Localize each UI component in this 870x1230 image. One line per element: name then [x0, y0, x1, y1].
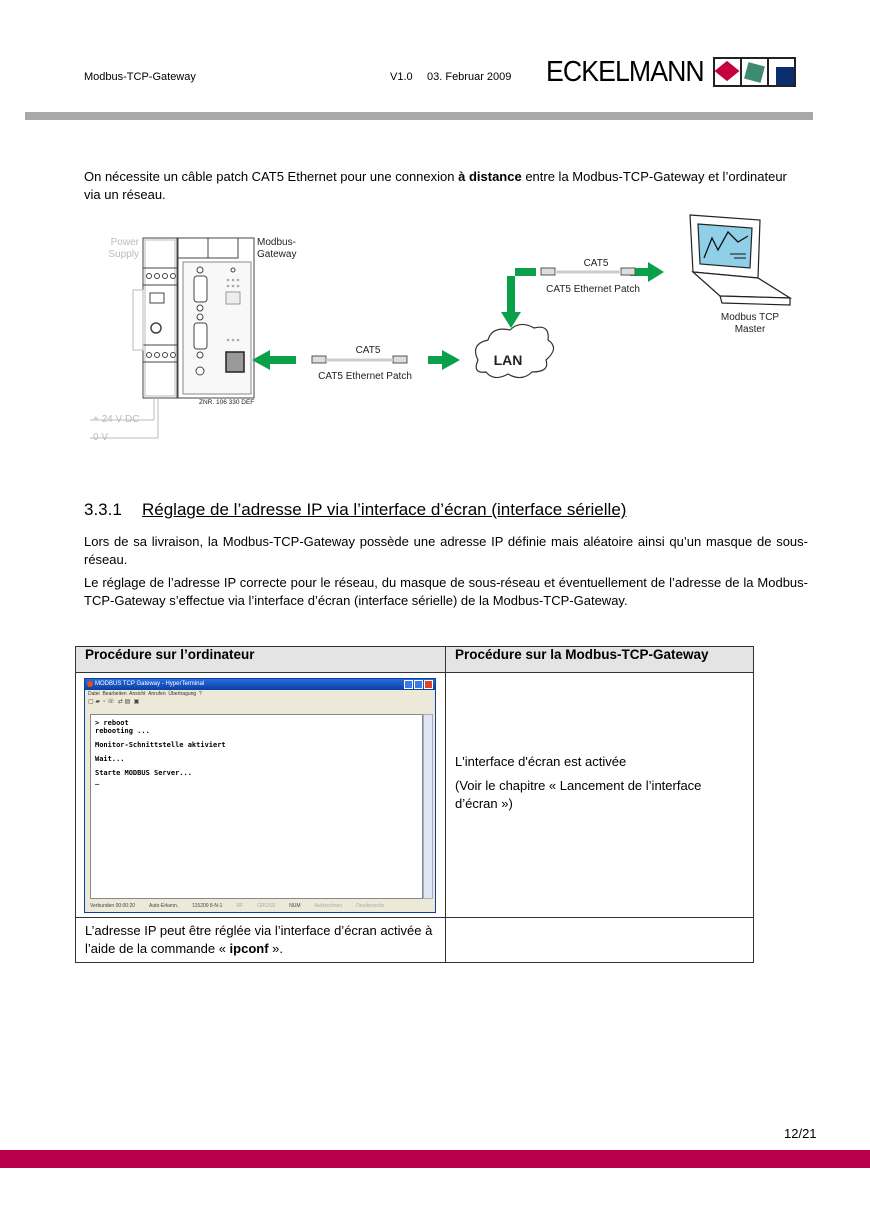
- gateway-cell: [446, 673, 754, 918]
- terminal-titlebar: [85, 679, 435, 690]
- svg-text:Modbus-: Modbus-: [257, 237, 296, 248]
- intro-text-end: entre la Modbus-TCP-Gateway et l’ordinateur via un réseau.: [84, 169, 787, 202]
- svg-text:Modbus TCP: Modbus TCP: [720, 312, 780, 323]
- maximize-icon: [414, 680, 423, 689]
- logo-text: ECKELMANN: [546, 56, 704, 88]
- terminal-statusbar: [87, 901, 433, 911]
- terminal-line: Starte MODBUS Server...: [95, 769, 192, 777]
- svg-text:+ 24 V DC: + 24 V DC: [93, 414, 140, 425]
- page-number: 12/21: [784, 1126, 817, 1141]
- table-row: [76, 673, 754, 918]
- terminal-title: MODBUS TCP Gateway - HyperTerminal: [95, 681, 205, 687]
- status-baud: 115200 8-N-1: [192, 903, 223, 909]
- network-diagram: [0, 205, 870, 455]
- section-paragraph-2: Le réglage de l’adresse IP correcte pour le réseau, du masque de sous-réseau et éventuellement de l’adresse de la Modbus-TCP-Gateway s’effectue via l’interface d’écran (interface sérielle) de la Modbus-TCP-Gateway.: [84, 575, 808, 608]
- status-printer: Druckerecho: [356, 903, 385, 909]
- ipconf-text-end: ».: [268, 941, 283, 956]
- logo-red-diamond-icon: [715, 59, 742, 85]
- empty-cell: [446, 918, 754, 963]
- table-header-row: [76, 647, 754, 673]
- section-number: 3.3.1: [84, 500, 122, 519]
- intro-bold: à distance: [458, 169, 522, 184]
- hyperterminal-screenshot: [84, 678, 436, 913]
- section-paragraph-1: Lors de sa livraison, la Modbus-TCP-Gateway possède une adresse IP définie mais aléatoire ainsi qu’un masque de sous-réseau.: [84, 534, 808, 567]
- svg-text:CAT5 Ethernet Patch: CAT5 Ethernet Patch: [546, 284, 640, 295]
- svg-text:0 V: 0 V: [93, 432, 109, 443]
- logo-icon: [713, 57, 796, 87]
- header-doc-title: Modbus-TCP-Gateway: [84, 71, 196, 83]
- menu-bearbeiten: Bearbeiten: [102, 691, 127, 697]
- svg-text:CAT5: CAT5: [355, 345, 381, 356]
- svg-text:ZNR. 106 330 DEF: ZNR. 106 330 DEF: [199, 399, 255, 406]
- menu-help: ?: [198, 691, 202, 697]
- menu-anrufen: Anrufen: [148, 691, 166, 697]
- gateway-line-1: L'interface d'écran est activée: [455, 754, 627, 769]
- ipconf-command: ipconf: [229, 941, 269, 956]
- intro-paragraph: [84, 168, 804, 204]
- svg-text:LAN: LAN: [493, 352, 523, 368]
- status-record: Aufzeichnen: [314, 903, 343, 909]
- status-num: NUM: [289, 903, 301, 909]
- terminal-line: Wait...: [95, 755, 125, 763]
- terminal-toolbar: ▢ ▰ ▫ ☏ ⇄ ▤ ▣: [88, 699, 140, 705]
- ipconf-cell: [76, 918, 446, 963]
- svg-text:CAT5: CAT5: [583, 258, 609, 269]
- status-auto: Auto-Erkenn.: [149, 903, 179, 909]
- minimize-icon: [404, 680, 413, 689]
- logo-blue-square-icon: [769, 59, 794, 85]
- close-icon: [424, 680, 433, 689]
- menu-uebertragung: Übertragung: [168, 691, 197, 697]
- logo-green-square-icon: [742, 59, 769, 85]
- terminal-scrollbar: [423, 714, 433, 899]
- svg-text:Supply: Supply: [108, 249, 139, 260]
- terminal-cell: [76, 673, 446, 918]
- svg-text:Gateway: Gateway: [257, 249, 297, 260]
- section-title: Réglage de l’adresse IP via l’interface d’écran (interface sérielle): [142, 500, 627, 519]
- svg-text:CAT5 Ethernet Patch: CAT5 Ethernet Patch: [318, 371, 412, 382]
- status-rf: RF: [236, 903, 244, 909]
- menu-datei: Datei: [88, 691, 100, 697]
- header-date: 03. Februar 2009: [427, 71, 512, 83]
- col-header-computer: Procédure sur l’ordinateur: [76, 647, 446, 673]
- svg-text:Master: Master: [734, 324, 766, 335]
- col-header-gateway: Procédure sur la Modbus-TCP-Gateway: [446, 647, 754, 673]
- procedure-table: [75, 646, 754, 963]
- gateway-line-2: (Voir le chapitre « Lancement de l’interface d’écran »): [455, 778, 702, 811]
- header-version: V1.0: [390, 71, 413, 83]
- section-heading: [84, 500, 626, 520]
- terminal-output: [90, 714, 423, 899]
- ipconf-text-start: L’adresse IP peut être réglée via l’interface d’écran activée à l’aide de la commande «: [85, 923, 433, 956]
- ipconf-text: [76, 918, 445, 962]
- status-connected: Verbunden 00:00:20: [90, 903, 136, 909]
- menu-ansicht: Ansicht: [129, 691, 146, 697]
- svg-text:Power: Power: [110, 237, 139, 248]
- intro-text: On nécessite un câble patch CAT5 Ethernet pour une connexion: [84, 169, 459, 184]
- terminal-cursor: _: [95, 777, 100, 785]
- terminal-line: rebooting ...: [95, 727, 150, 735]
- header-divider: [25, 112, 813, 120]
- terminal-line: > reboot: [95, 719, 129, 727]
- app-icon: [87, 681, 93, 687]
- status-gross: GROSS: [257, 903, 276, 909]
- terminal-menubar: [85, 690, 435, 698]
- terminal-line: Monitor-Schnittstelle aktiviert: [95, 741, 226, 749]
- table-row: [76, 918, 754, 963]
- footer-bar: [0, 1150, 870, 1168]
- diagram-graphics: [0, 205, 870, 455]
